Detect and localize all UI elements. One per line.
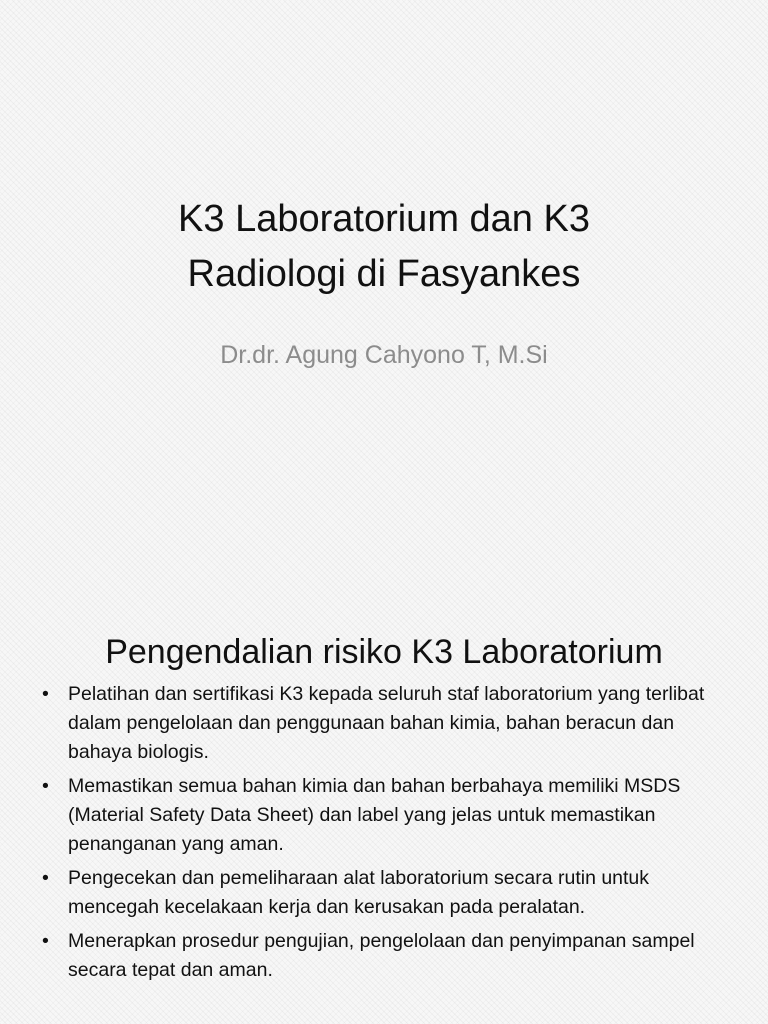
bullet-dot-icon: • — [42, 930, 49, 952]
bullet-item — [40, 927, 740, 985]
content-slide-title: Pengendalian risiko K3 Laboratorium — [105, 633, 663, 671]
slide-title-line-2: Radiologi di Fasyankes — [187, 253, 581, 295]
bullet-item — [40, 864, 740, 922]
slide-title-line-1: K3 Laboratorium dan K3 — [178, 198, 590, 240]
bullet-text: Memastikan semua bahan kimia dan bahan berbahaya memiliki MSDS (Material Safety Data Sheet) dan label yang jelas untuk memastikan penanganan yang aman. — [68, 775, 681, 855]
bullet-text: Pelatihan dan sertifikasi K3 kepada seluruh staf laboratorium yang terlibat dalam pengelolaan dan penggunaan bahan kimia, bahan beracun dan bahaya biologis. — [68, 683, 705, 763]
bullet-text: Pengecekan dan pemeliharaan alat laboratorium secara rutin untuk mencegah kecelakaan kerja dan kerusakan pada peralatan. — [68, 867, 650, 918]
bullet-text: Menerapkan prosedur pengujian, pengelolaan dan penyimpanan sampel secara tepat dan aman. — [68, 930, 695, 981]
bullet-dot-icon: • — [42, 683, 49, 705]
content-slide — [0, 576, 768, 1024]
bullet-list — [40, 680, 740, 990]
bullet-item — [40, 680, 740, 767]
bullet-dot-icon: • — [42, 867, 49, 889]
bullet-item — [40, 772, 740, 859]
bullet-dot-icon: • — [42, 775, 49, 797]
slide-subtitle-author: Dr.dr. Agung Cahyono T, M.Si — [220, 341, 548, 369]
slide-title — [40, 192, 728, 302]
